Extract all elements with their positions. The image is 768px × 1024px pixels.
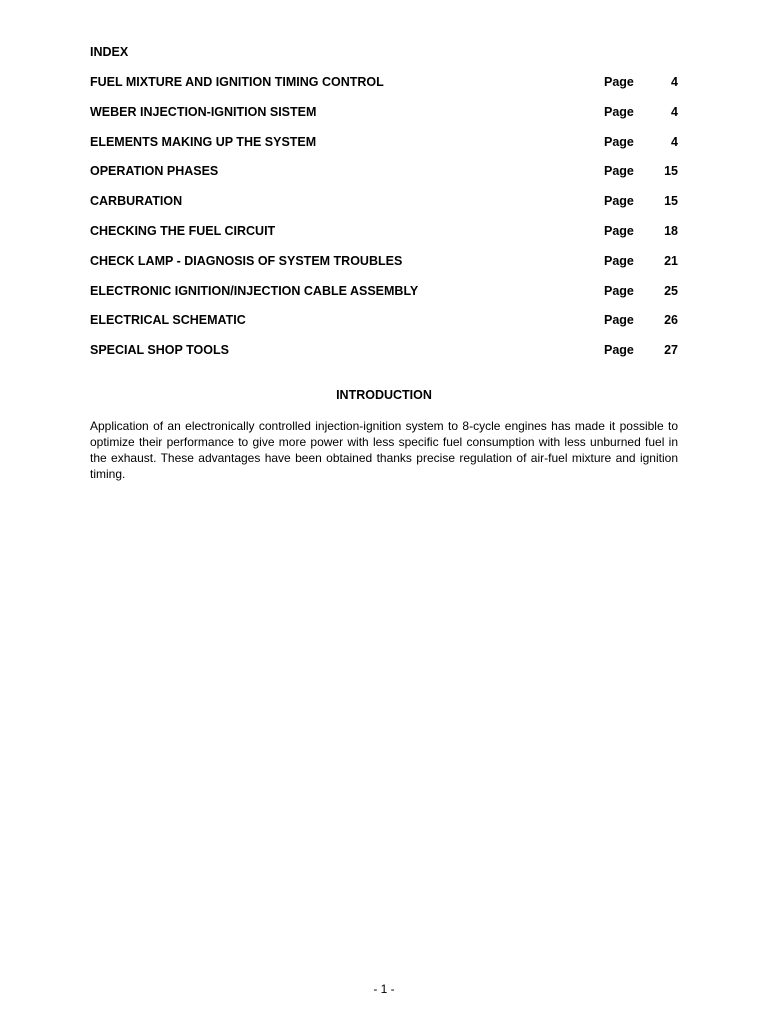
toc-row <box>90 313 678 343</box>
toc-page-number: 25 <box>664 283 678 298</box>
toc-entry-title: ELEMENTS MAKING UP THE SYSTEM <box>90 134 317 149</box>
toc-page-number: 4 <box>671 104 678 119</box>
toc-page-number: 4 <box>671 134 678 149</box>
toc-page-label: Page <box>604 194 634 209</box>
toc-entry-title: SPECIAL SHOP TOOLS <box>90 343 229 358</box>
index-title: INDEX <box>90 45 129 59</box>
toc-page-number: 27 <box>664 343 678 358</box>
toc-entry-title: FUEL MIXTURE AND IGNITION TIMING CONTROL <box>90 75 384 89</box>
toc-row <box>90 164 678 194</box>
toc-entry-title: CHECKING THE FUEL CIRCUIT <box>90 223 276 238</box>
toc-page-label: Page <box>604 223 634 238</box>
toc-page-label: Page <box>604 104 634 119</box>
toc-page-number: 15 <box>664 194 678 209</box>
toc-row <box>90 343 678 373</box>
toc-entry-title: ELECTRONIC IGNITION/INJECTION CABLE ASSEMBLY <box>90 283 419 298</box>
toc-row <box>90 75 678 105</box>
toc-page-label: Page <box>604 343 634 358</box>
toc-page-number: 15 <box>664 164 678 179</box>
toc-entry-title: WEBER INJECTION-IGNITION SISTEM <box>90 104 317 119</box>
page-number: - 1 - <box>373 982 395 996</box>
toc-entry-title: CARBURATION <box>90 194 183 209</box>
toc-entry-title: CHECK LAMP - DIAGNOSIS OF SYSTEM TROUBLES <box>90 253 403 268</box>
introduction-heading: INTRODUCTION <box>336 388 432 402</box>
toc-row <box>90 105 678 135</box>
toc-page-number: 21 <box>664 253 678 268</box>
toc-row <box>90 194 678 224</box>
toc-page-number: 4 <box>671 75 678 89</box>
toc-page-number: 26 <box>664 313 678 328</box>
toc-page-label: Page <box>604 75 634 89</box>
toc-row <box>90 224 678 254</box>
toc-page-label: Page <box>604 283 634 298</box>
toc-page-label: Page <box>604 313 634 328</box>
toc-entry-title: OPERATION PHASES <box>90 164 219 179</box>
introduction-paragraph: Application of an electronically controlled injection-ignition system to 8-cycle engines has made it possible to optimize their performance to give more power with less specific fuel consumption with less unburned fuel in the exhaust. These advantages have been obtained thanks precise regulation of air-fuel mixture and ignition timing. <box>90 419 678 481</box>
toc-row <box>90 254 678 284</box>
toc-row <box>90 135 678 165</box>
toc-entry-title: ELECTRICAL SCHEMATIC <box>90 313 246 328</box>
toc-page-number: 18 <box>664 223 678 238</box>
toc-row <box>90 284 678 314</box>
toc-page-label: Page <box>604 253 634 268</box>
table-of-contents <box>90 75 678 373</box>
toc-page-label: Page <box>604 164 634 179</box>
toc-page-label: Page <box>604 134 634 149</box>
